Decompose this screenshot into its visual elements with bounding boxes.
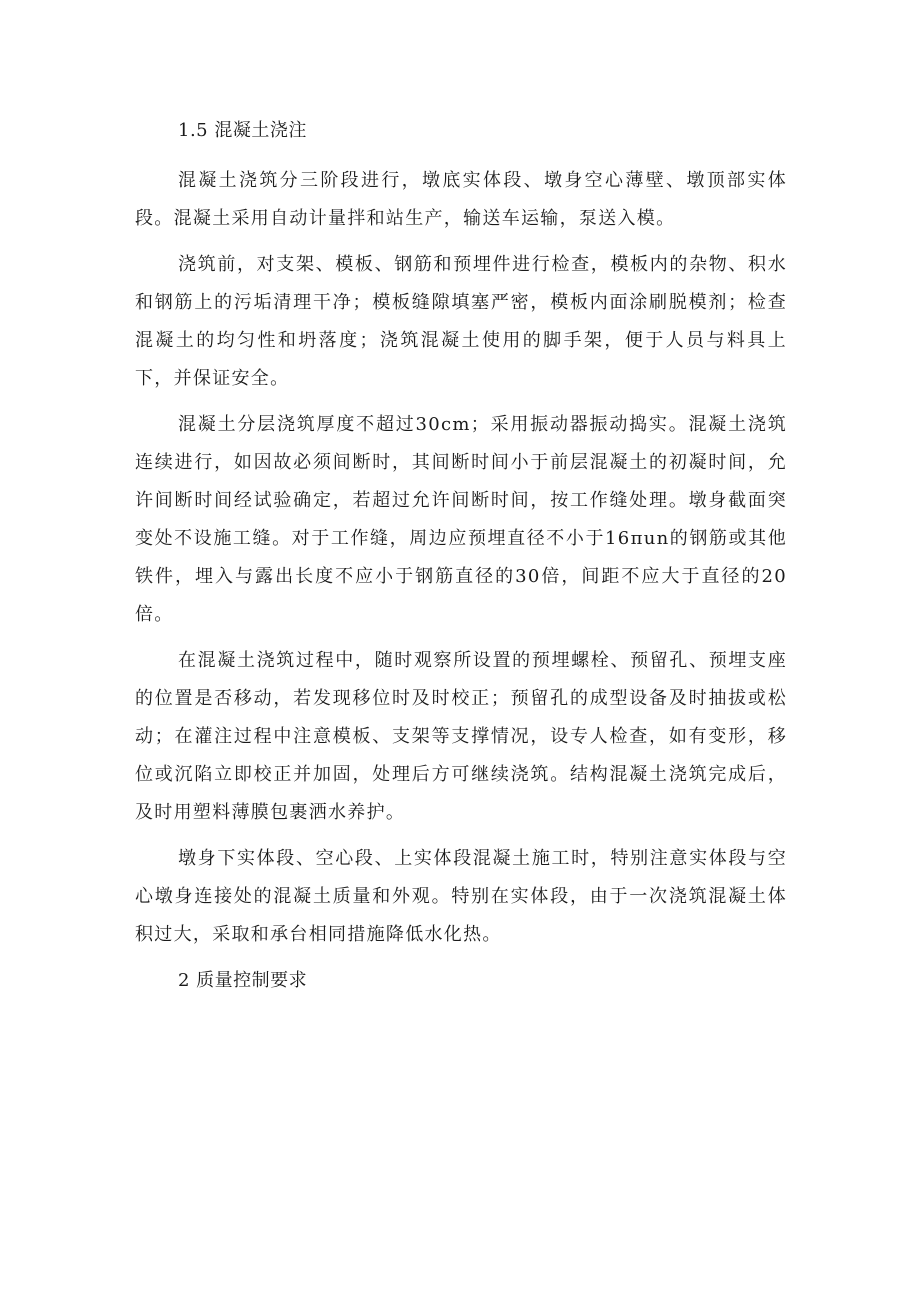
section-heading-quality-control: 2 质量控制要求 bbox=[178, 970, 308, 991]
paragraph-solid-section-notes: 墩身下实体段、空心段、上实体段混凝土施工时，特别注意实体段与空心墩身连接处的混凝土质量和外观。特别在实体段，由于一次浇筑混凝土体积过大，采取和承台相同措施降低水化热。 bbox=[135, 848, 787, 945]
paragraph-pouring-observation: 在混凝土浇筑过程中，随时观察所设置的预埋螺栓、预留孔、预埋支座的位置是否移动，若发现移位时及时校正；预留孔的成型设备及时抽拔或松动；在灌注过程中注意模板、支架等支撑情况，设专人检查，如有变形，移位或沉陷立即校正并加固，处理后方可继续浇筑。结构混凝土浇筑完成后，及时用塑料薄膜包裹洒水养护。 bbox=[135, 650, 787, 823]
paragraph-pouring-stages: 混凝土浇筑分三阶段进行，墩底实体段、墩身空心薄壁、墩顶部实体段。混凝土采用自动计量拌和站生产，输送车运输，泵送入模。 bbox=[135, 170, 787, 229]
paragraph-layered-pouring: 混凝土分层浇筑厚度不超过30cm；采用振动器振动捣实。混凝土浇筑连续进行，如因故必须间断时，其间断时间小于前层混凝土的初凝时间，允许间断时间经试验确定，若超过允许间断时间，按工作缝处理。墩身截面突变处不设施工缝。对于工作缝，周边应预埋直径不小于16πun的钢筋或其他铁件，埋入与露出长度不应小于钢筋直径的30倍，间距不应大于直径的20倍。 bbox=[135, 414, 787, 625]
section-heading-concrete-pouring: 1.5 混凝土浇注 bbox=[178, 120, 307, 141]
paragraph-pre-pour-inspection: 浇筑前，对支架、模板、钢筋和预埋件进行检查，模板内的杂物、积水和钢筋上的污垢清理干净；模板缝隙填塞严密，模板内面涂刷脱模剂；检查混凝土的均匀性和坍落度；浇筑混凝土使用的脚手架，便于人员与料具上下，并保证安全。 bbox=[135, 254, 787, 389]
document-page bbox=[135, 112, 787, 1012]
